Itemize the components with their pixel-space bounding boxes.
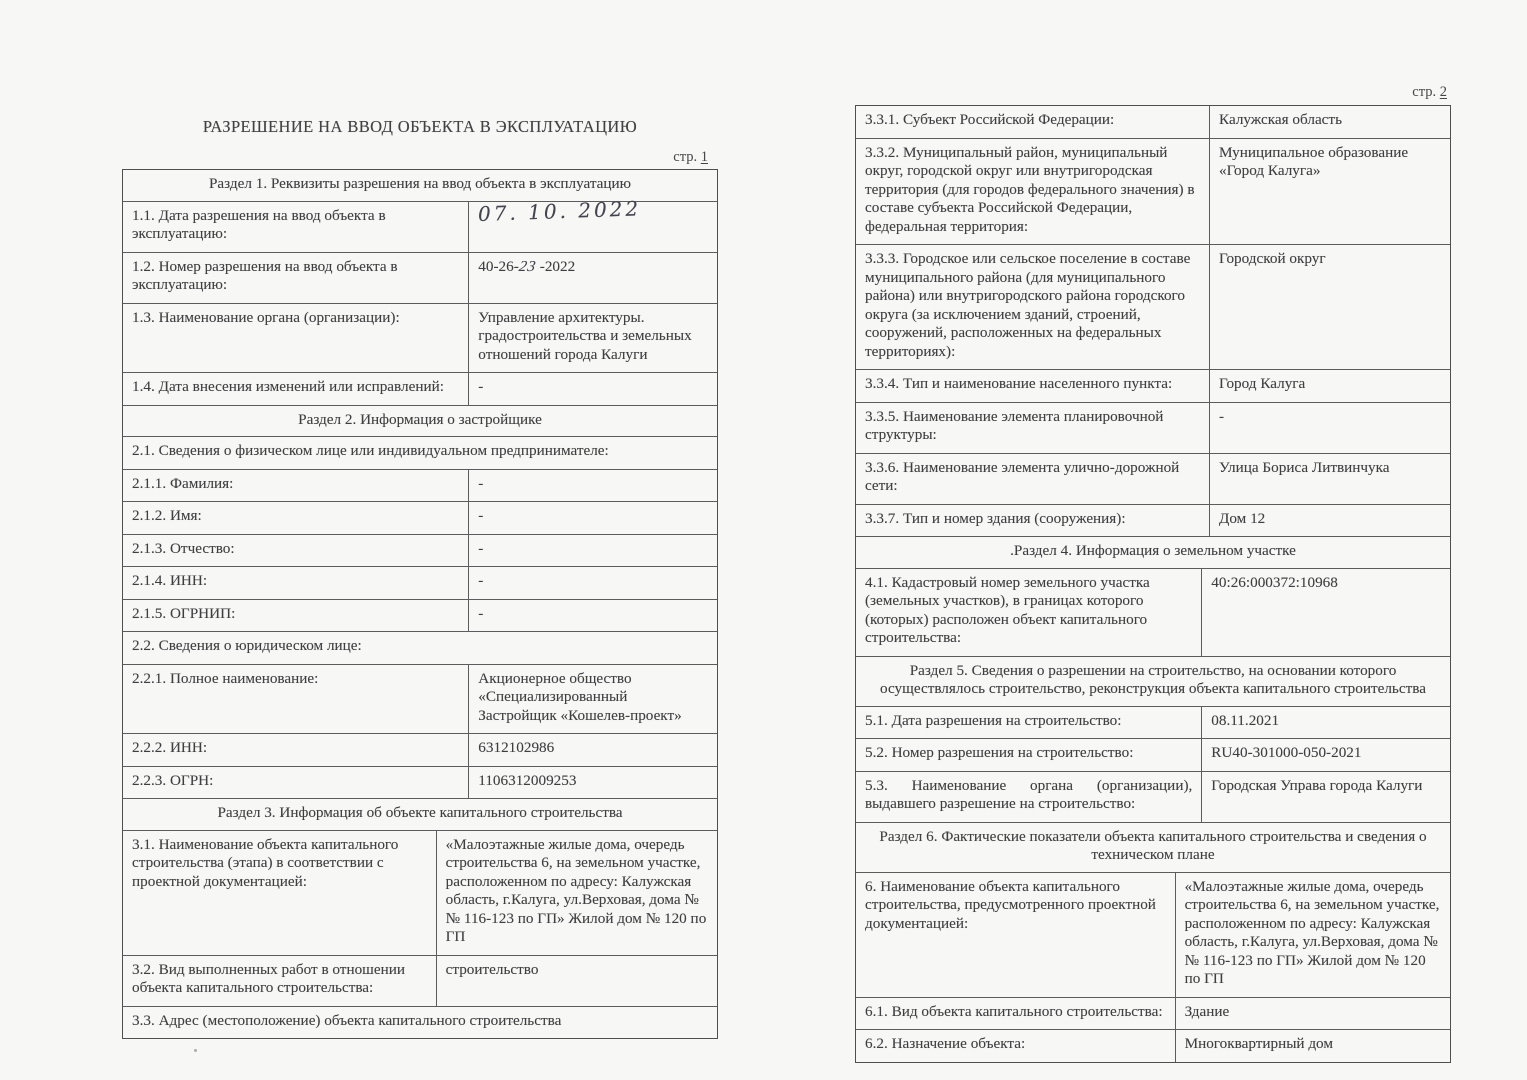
section-header-row xyxy=(856,656,1450,706)
row-label: 3.2. Вид выполненных работ в отношении объекта капитального строительства: xyxy=(123,956,437,1006)
table-row xyxy=(123,469,717,502)
table-row xyxy=(123,303,717,373)
row-label: 3.3.6. Наименование элемента улично-дорожной сети: xyxy=(856,454,1210,504)
table-row xyxy=(856,872,1450,997)
section-title: Раздел 2. Информация о застройщике xyxy=(298,410,542,428)
row-label: 2.1.1. Фамилия: xyxy=(123,470,469,502)
row-value: - xyxy=(478,604,484,622)
scan-speck xyxy=(511,1021,513,1023)
table-row xyxy=(123,830,717,955)
page-number-value: 1 xyxy=(700,149,708,165)
row-value: - xyxy=(478,507,484,524)
row-value xyxy=(469,253,717,303)
printed-text: 40-26- xyxy=(478,257,519,275)
row-value: Управление архитектуры. градостроительства и земельных отношений города Калуги xyxy=(478,308,692,363)
row-label: 6.1. Вид объекта капитального строительства: xyxy=(856,998,1176,1030)
row-value: Городской округ xyxy=(1219,250,1326,267)
row-label: 1.2. Номер разрешения на ввод объекта в эксплуатацию: xyxy=(123,253,469,303)
row-value: строительство xyxy=(445,960,539,978)
table-row xyxy=(123,372,717,405)
page-indicator-1 xyxy=(122,148,718,166)
row-label: 5.1. Дата разрешения на строительство: xyxy=(856,707,1202,739)
table-row xyxy=(123,733,717,766)
table-row xyxy=(856,706,1450,739)
row-label: 3.3.3. Городское или сельское поселение в составе муниципального района (для муниципального района) или внутригородского района городского округа (за исключением зданий, строений, сооружений, расположенных на федеральных территориях): xyxy=(856,245,1210,369)
row-value: Улица Бориса Литвинчука xyxy=(1219,458,1390,476)
handwritten-text: 07. 10. 2022 xyxy=(477,195,642,226)
row-value: Город Калуга xyxy=(1219,375,1306,392)
row-value: Акционерное общество «Специализированный Застройщик «Кошелев-проект» xyxy=(478,669,682,724)
table-row xyxy=(856,1029,1450,1062)
page-label: стр. xyxy=(673,149,698,165)
section-title: Раздел 6. Фактические показатели объекта капитального строительства и сведения о техническом плане xyxy=(879,827,1427,863)
printed-text: -2022 xyxy=(535,257,576,275)
row-label: 3.3.4. Тип и наименование населенного пункта: xyxy=(856,370,1210,402)
handwritten-text: 23 xyxy=(517,257,538,275)
row-value: 1106312009253 xyxy=(478,771,577,789)
section-header-row xyxy=(123,798,717,830)
row-label: 6. Наименование объекта капитального строительства, предусмотренного проектной документацией: xyxy=(856,873,1176,997)
row-label: 2.1.2. Имя: xyxy=(123,502,469,534)
table-row xyxy=(123,1006,717,1039)
row-label: 3.3.5. Наименование элемента планировочной структуры: xyxy=(856,403,1210,453)
table-row xyxy=(856,244,1450,369)
table-row xyxy=(856,402,1450,453)
row-value: 40:26:000372:10968 xyxy=(1211,573,1338,591)
row-value: - xyxy=(478,572,484,589)
table-row xyxy=(123,436,717,469)
row-value: - xyxy=(478,539,484,557)
row-value: RU40-301000-050-2021 xyxy=(1211,744,1362,761)
table-row xyxy=(856,738,1450,771)
table-row xyxy=(856,369,1450,402)
table-row xyxy=(123,252,717,303)
row-label: 5.3. Наименование органа (организации), выдавшего разрешение на строительство: xyxy=(856,772,1202,822)
row-value: «Малоэтажные жилые дома, очередь строительства 6, на земельном участке, расположенном по адресу: Калужская область, г.Калуга, ул.Верховая, дома №№ 116-123 по ГП» Жилой дом № 120 по ГП xyxy=(445,835,707,945)
row-label: 2.2.1. Полное наименование: xyxy=(123,665,469,734)
row-label: 1.1. Дата разрешения на ввод объекта в эксплуатацию: xyxy=(123,202,469,252)
table-page-2 xyxy=(855,105,1451,1063)
table-row xyxy=(123,599,717,632)
scan-speck xyxy=(194,1049,197,1052)
row-label: 2.2. Сведения о юридическом лице: xyxy=(132,637,362,654)
row-value: Муниципальное образование «Город Калуга» xyxy=(1219,143,1409,179)
section-title: Раздел 3. Информация об объекте капитального строительства xyxy=(217,804,623,821)
page-number-value: 2 xyxy=(1439,84,1447,100)
row-value xyxy=(469,195,717,252)
row-value: 08.11.2021 xyxy=(1211,711,1280,729)
row-value: - xyxy=(478,378,484,395)
row-value: Калужская область xyxy=(1219,111,1342,128)
row-label: 3.3. Адрес (местоположение) объекта капитального строительства xyxy=(132,1011,562,1029)
page-label: стр. xyxy=(1412,84,1437,100)
row-value: - xyxy=(478,474,484,492)
row-value: Дом 12 xyxy=(1219,509,1266,527)
row-label: 3.1. Наименование объекта капитального строительства (этапа) в соответствии с проектной документацией: xyxy=(123,831,437,955)
table-row xyxy=(123,534,717,567)
table-row xyxy=(856,568,1450,656)
table-row xyxy=(123,766,717,799)
row-label: 1.3. Наименование органа (организации): xyxy=(123,304,469,373)
row-label: 2.1.4. ИНН: xyxy=(123,567,469,599)
row-label: 3.3.2. Муниципальный район, муниципальный округ, городской округ или внутригородская территория (для городов федерального значения) в составе субъекта Российской Федерации, федеральная территория: xyxy=(856,139,1210,245)
row-value: «Малоэтажные жилые дома, очередь строительства 6, на земельном участке, расположенном по адресу: Калужская область, г.Калуга, ул.Верховая, дома №№ 116-123 по ГП» Жилой дом № 120 по ГП xyxy=(1184,877,1440,987)
row-label: 3.3.7. Тип и номер здания (сооружения): xyxy=(856,505,1210,537)
page-2 xyxy=(855,83,1451,1063)
table-row xyxy=(123,566,717,599)
table-row xyxy=(856,997,1450,1030)
table-row xyxy=(856,453,1450,504)
table-row xyxy=(123,195,717,252)
row-label: 2.1.3. Отчество: xyxy=(123,535,469,567)
row-value: Здание xyxy=(1184,1002,1230,1020)
row-label: 2.1. Сведения о физическом лице или индивидуальном предпринимателе: xyxy=(132,442,609,459)
table-row xyxy=(856,138,1450,245)
table-row xyxy=(856,771,1450,822)
row-label: 5.2. Номер разрешения на строительство: xyxy=(856,739,1202,771)
page-indicator-2 xyxy=(855,83,1451,101)
row-label: 2.1.5. ОГРНИП: xyxy=(123,600,469,632)
table-page-1 xyxy=(122,169,718,1039)
document-title: РАЗРЕШЕНИЕ НА ВВОД ОБЪЕКТА В ЭКСПЛУАТАЦИЮ xyxy=(202,117,638,136)
section-header-row xyxy=(123,405,717,437)
section-title: Раздел 1. Реквизиты разрешения на ввод объекта в эксплуатацию xyxy=(208,175,631,192)
table-row xyxy=(123,664,717,734)
row-label: 2.2.3. ОГРН: xyxy=(123,767,469,799)
row-value: Городская Управа города Калуги xyxy=(1211,776,1423,794)
section-header-row xyxy=(856,822,1450,872)
table-row xyxy=(856,504,1450,537)
section-title: Раздел 5. Сведения о разрешении на строительство, на основании которого осуществлялось строительство, реконструкция объекта капитального строительства xyxy=(880,661,1426,697)
row-value: Многоквартирный дом xyxy=(1184,1035,1333,1052)
table-row xyxy=(123,955,717,1006)
row-label: 4.1. Кадастровый номер земельного участка (земельных участков), в границах которого (которых) расположен объект капитального строительства: xyxy=(856,569,1202,656)
row-label: 6.2. Назначение объекта: xyxy=(856,1030,1176,1062)
row-value: 6312102986 xyxy=(478,739,555,756)
row-label: 1.4. Дата внесения изменений или исправлений: xyxy=(123,373,469,405)
row-value: - xyxy=(1219,407,1225,425)
section-title: .Раздел 4. Информация о земельном участке xyxy=(1010,542,1296,559)
section-header-row xyxy=(856,536,1450,568)
table-row xyxy=(856,106,1450,138)
row-label: 2.2.2. ИНН: xyxy=(123,734,469,766)
row-label: 3.3.1. Субъект Российской Федерации: xyxy=(856,106,1210,138)
page-1 xyxy=(122,111,718,1039)
table-row xyxy=(123,631,717,664)
table-row xyxy=(123,501,717,534)
